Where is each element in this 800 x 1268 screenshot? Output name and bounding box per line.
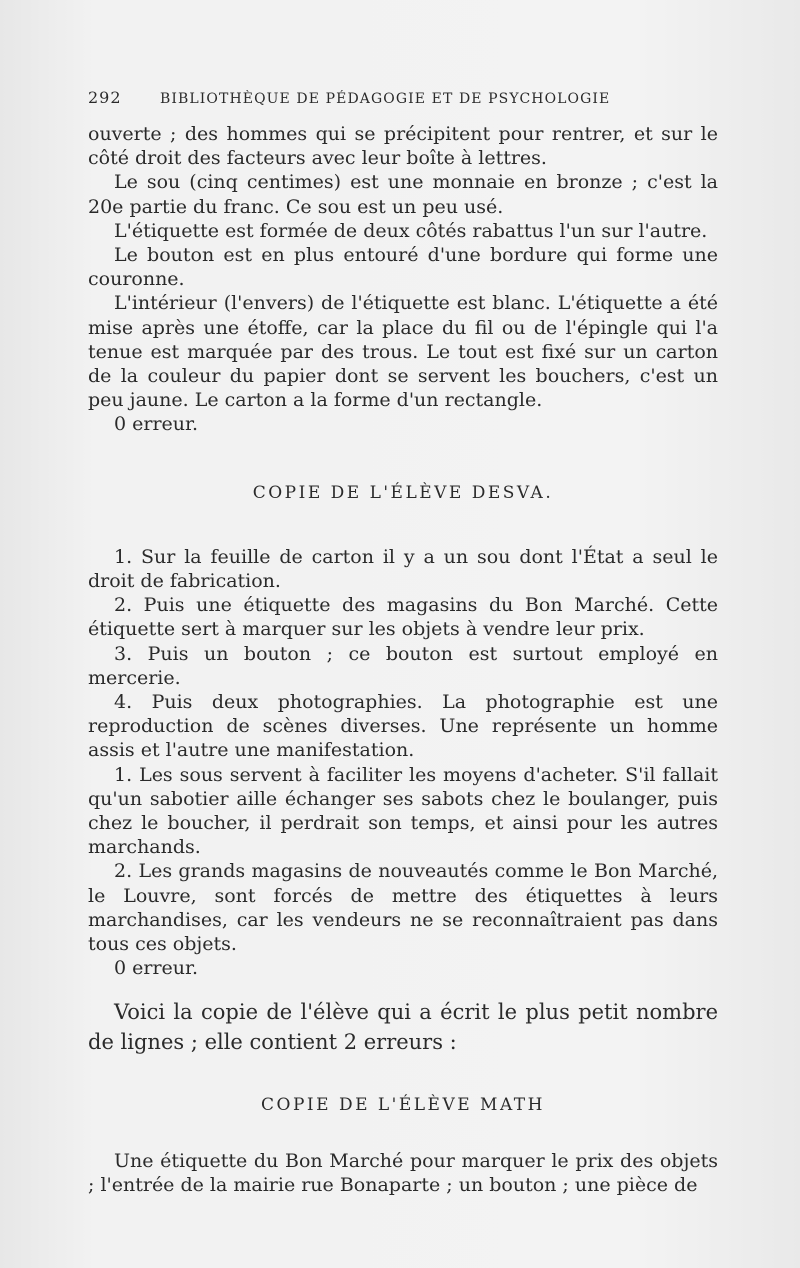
page-body [88, 122, 718, 1197]
error-count: 0 erreur. [114, 413, 199, 436]
list-item: 1. Sur la feuille de carton il y a un sou dont l'État a seul le droit de fabrication. [88, 545, 718, 593]
list-item: 3. Puis un bouton ; ce bouton est surtout employé en mercerie. [88, 642, 718, 689]
running-title: BIBLIOTHÈQUE DE PÉDAGOGIE ET DE PSYCHOLOGIE [160, 91, 611, 107]
error-count: 0 erreur. [114, 957, 199, 980]
paragraph: Une étiquette du Bon Marché pour marquer le prix des objets ; l'entrée de la mairie rue Bonaparte ; un bouton ; une pièce de [88, 1149, 718, 1196]
paragraph: L'intérieur (l'envers) de l'étiquette est blanc. L'étiquette a été mise après une étoffe, car la place du fil ou de l'épingle qui l'a tenue est marquée par des trous. Le tout est fixé sur un carton de la couleur du papier dont se servent les bouchers, c'est un peu jaune. Le carton a la forme d'un rectangle. [88, 292, 718, 412]
section-heading-math: COPIE DE L'ÉLÈVE MATH [261, 1094, 545, 1115]
list-item: 2. Les grands magasins de nouveautés comme le Bon Marché, le Louvre, sont forcés de mettre des étiquettes à leurs marchandises, car les vendeurs ne se reconnaîtraient pas dans tous ces objets. [88, 860, 718, 956]
intro-paragraph: Voici la copie de l'élève qui a écrit le plus petit nombre de lignes ; elle contient 2 erreurs : [88, 999, 718, 1054]
page-number: 292 [88, 88, 122, 107]
list-item: 4. Puis deux photographies. La photographie est une reproduction de scènes diverses. Une représente un homme assis et l'autre une manifestation. [88, 691, 718, 762]
paragraph: Le bouton est en plus entouré d'une bordure qui forme une couronne. [88, 244, 718, 291]
paragraph: Le sou (cinq centimes) est une monnaie en bronze ; c'est la 20e partie du franc. Ce sou est un peu usé. [88, 171, 718, 218]
paragraph: ouverte ; des hommes qui se précipitent pour rentrer, et sur le côté droit des facteurs avec leur boîte à lettres. [88, 123, 718, 170]
list-item: 1. Les sous servent à faciliter les moyens d'acheter. S'il fallait qu'un sabotier aille échanger ses sabots chez le boulanger, puis chez le boucher, il perdrait son temps, et ainsi pour les autres marchands. [88, 763, 718, 859]
paragraph: L'étiquette est formée de deux côtés rabattus l'un sur l'autre. [114, 219, 708, 242]
list-item: 2. Puis une étiquette des magasins du Bon Marché. Cette étiquette sert à marquer sur les objets à vendre leur prix. [88, 594, 718, 641]
running-header [88, 88, 728, 107]
section-heading-desva: COPIE DE L'ÉLÈVE DESVA. [252, 482, 554, 503]
